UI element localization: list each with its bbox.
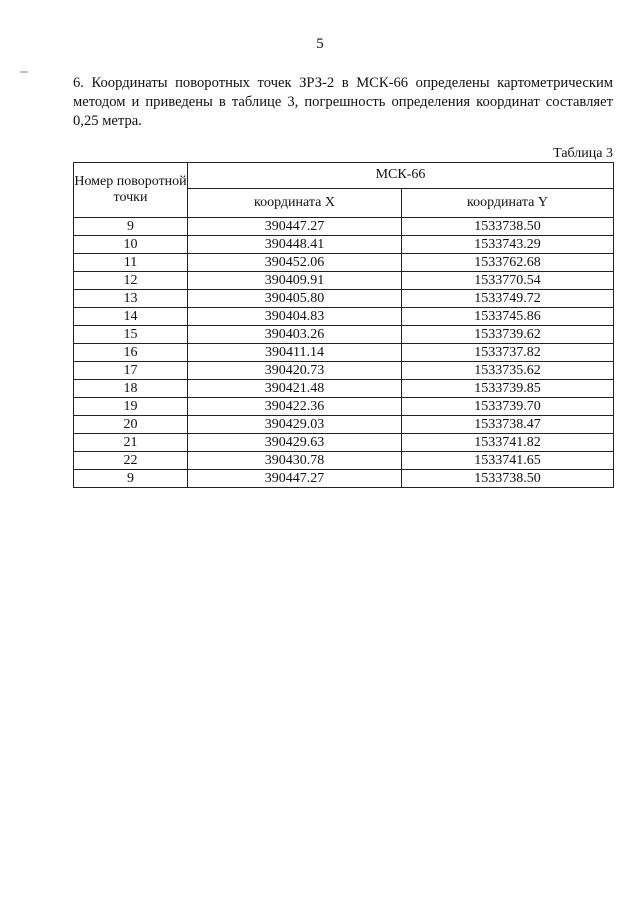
table-row [74, 380, 614, 398]
cell-point-number: 19 [74, 398, 188, 416]
cell-coordinate-x: 390448.41 [188, 236, 402, 254]
cell-point-number: 17 [74, 362, 188, 380]
cell-coordinate-y: 1533743.29 [402, 236, 614, 254]
cell-coordinate-y: 1533745.86 [402, 308, 614, 326]
table-row [74, 470, 614, 488]
table-row [74, 290, 614, 308]
cell-point-number: 18 [74, 380, 188, 398]
table-row [74, 398, 614, 416]
table-row [74, 434, 614, 452]
table-row [74, 452, 614, 470]
cell-coordinate-x: 390422.36 [188, 398, 402, 416]
cell-point-number: 9 [74, 470, 188, 488]
cell-point-number: 9 [74, 218, 188, 236]
cell-coordinate-x: 390403.26 [188, 326, 402, 344]
cell-coordinate-y: 1533739.85 [402, 380, 614, 398]
cell-coordinate-x: 390420.73 [188, 362, 402, 380]
cell-coordinate-x: 390429.63 [188, 434, 402, 452]
cell-coordinate-y: 1533762.68 [402, 254, 614, 272]
scan-speck [20, 71, 28, 73]
page-number: 5 [316, 36, 324, 52]
cell-coordinate-y: 1533738.50 [402, 470, 614, 488]
table-row [74, 254, 614, 272]
table-row [74, 344, 614, 362]
cell-point-number: 10 [74, 236, 188, 254]
header-point-number: Номер поворотной точки [74, 163, 188, 218]
cell-coordinate-y: 1533749.72 [402, 290, 614, 308]
cell-coordinate-y: 1533737.82 [402, 344, 614, 362]
cell-coordinate-y: 1533741.65 [402, 452, 614, 470]
cell-point-number: 12 [74, 272, 188, 290]
cell-coordinate-x: 390405.80 [188, 290, 402, 308]
table-row [74, 236, 614, 254]
cell-coordinate-x: 390447.27 [188, 218, 402, 236]
coordinates-table [73, 162, 614, 488]
cell-point-number: 11 [74, 254, 188, 272]
header-coordinate-system: МСК-66 [188, 163, 614, 189]
cell-coordinate-y: 1533738.50 [402, 218, 614, 236]
header-coordinate-x: координата X [188, 188, 402, 217]
cell-coordinate-y: 1533735.62 [402, 362, 614, 380]
cell-coordinate-x: 390411.14 [188, 344, 402, 362]
table-row [74, 362, 614, 380]
cell-coordinate-x: 390452.06 [188, 254, 402, 272]
cell-coordinate-x: 390409.91 [188, 272, 402, 290]
cell-coordinate-x: 390447.27 [188, 470, 402, 488]
table-row [74, 218, 614, 236]
cell-coordinate-y: 1533770.54 [402, 272, 614, 290]
table-row [74, 326, 614, 344]
cell-point-number: 16 [74, 344, 188, 362]
cell-coordinate-y: 1533741.82 [402, 434, 614, 452]
cell-coordinate-x: 390429.03 [188, 416, 402, 434]
cell-point-number: 13 [74, 290, 188, 308]
cell-coordinate-y: 1533738.47 [402, 416, 614, 434]
cell-coordinate-y: 1533739.70 [402, 398, 614, 416]
cell-point-number: 20 [74, 416, 188, 434]
cell-coordinate-x: 390404.83 [188, 308, 402, 326]
table-caption: Таблица 3 [553, 146, 613, 161]
coordinates-paragraph: 6. Координаты поворотных точек ЗРЗ-2 в МСК-66 определены картометрическим методом и приведены в таблице 3, погрешность определения координат составляет 0,25 метра. [73, 75, 613, 129]
table-row [74, 272, 614, 290]
table-row [74, 416, 614, 434]
header-coordinate-y: координата Y [402, 188, 614, 217]
cell-point-number: 14 [74, 308, 188, 326]
cell-point-number: 15 [74, 326, 188, 344]
table-body [74, 218, 614, 488]
cell-point-number: 22 [74, 452, 188, 470]
table-row [74, 308, 614, 326]
cell-point-number: 21 [74, 434, 188, 452]
cell-coordinate-y: 1533739.62 [402, 326, 614, 344]
cell-coordinate-x: 390430.78 [188, 452, 402, 470]
cell-coordinate-x: 390421.48 [188, 380, 402, 398]
